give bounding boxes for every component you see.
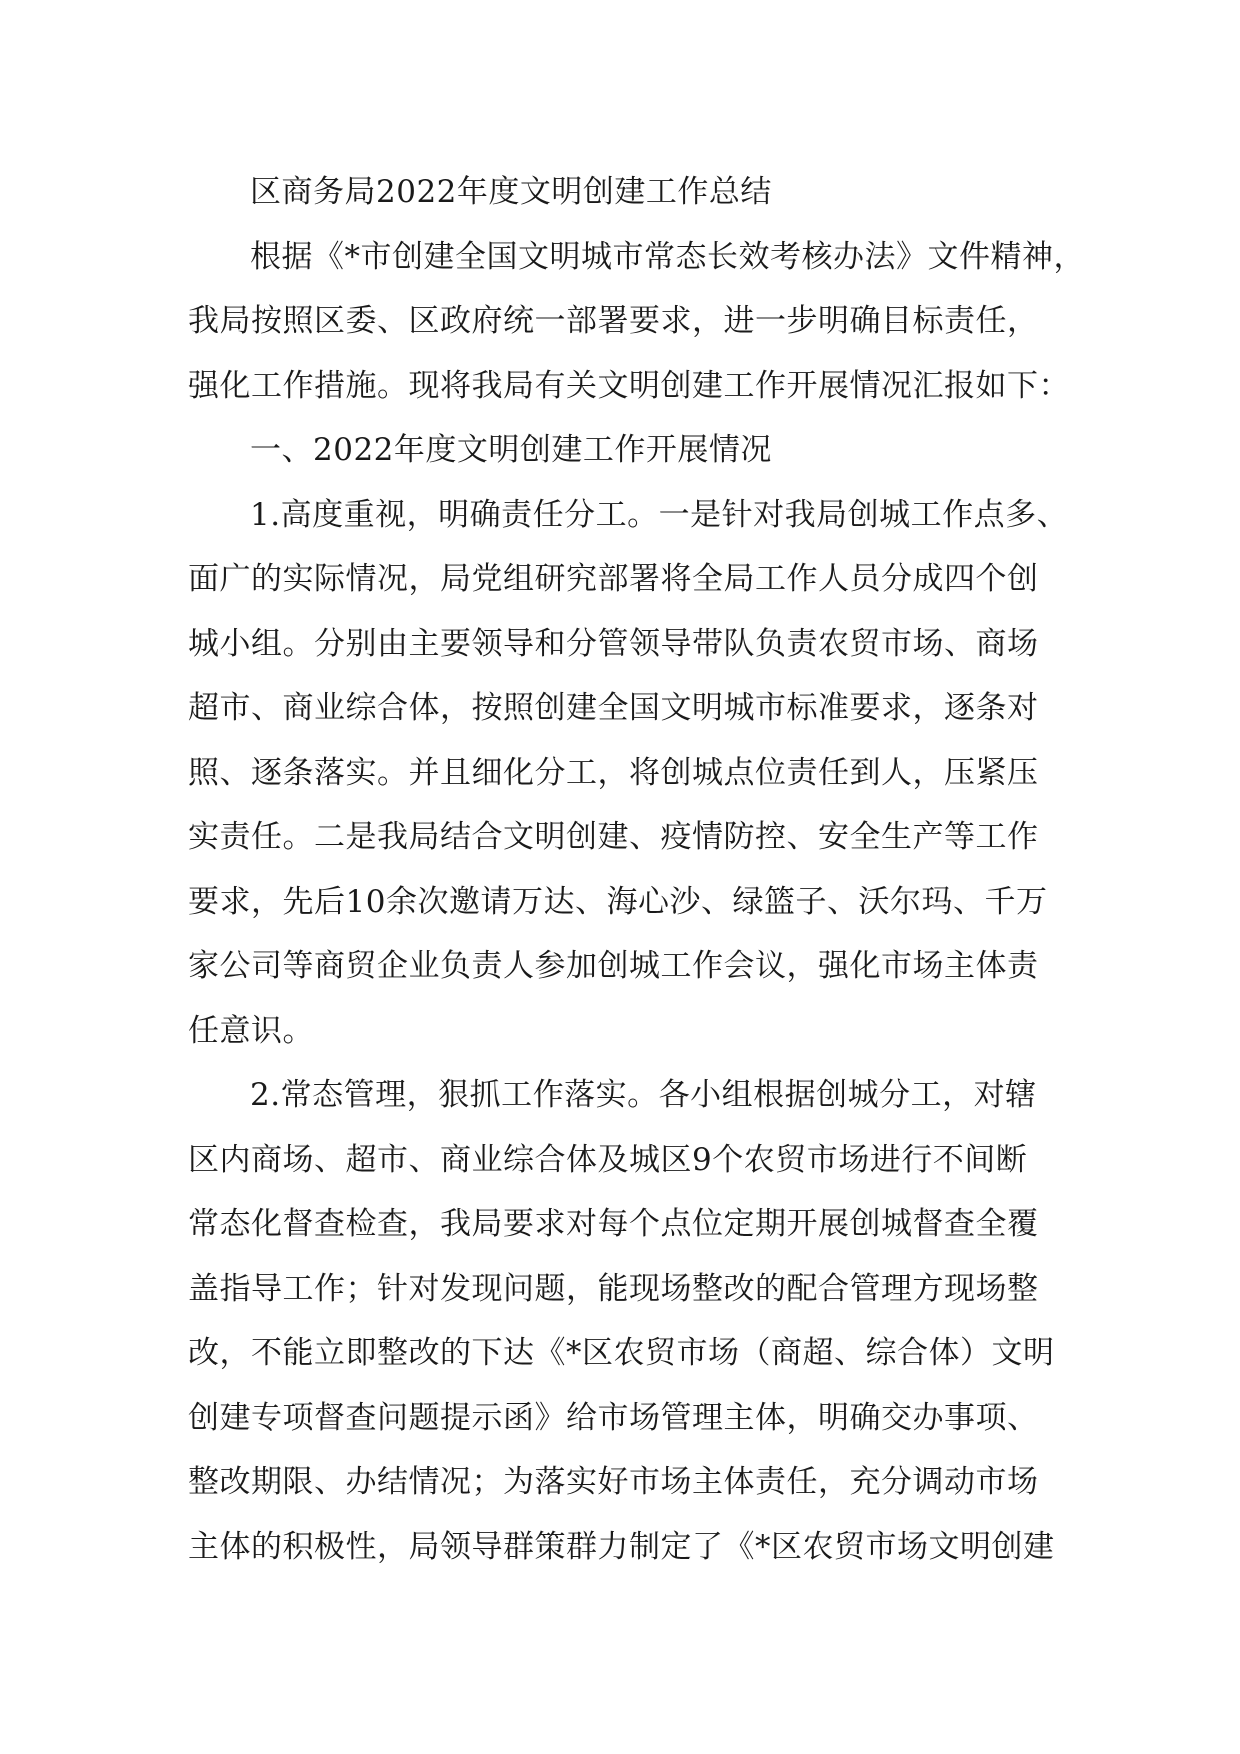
body-line: 面广的实际情况，局党组研究部署将全局工作人员分成四个创 bbox=[188, 561, 1039, 597]
body-line: 实责任。二是我局结合文明创建、疫情防控、安全生产等工作 bbox=[188, 819, 1039, 855]
body-line: 整改期限、办结情况；为落实好市场主体责任，充分调动市场 bbox=[188, 1464, 1039, 1500]
body-line: 主体的积极性，局领导群策群力制定了《*区农贸市场文明创建 bbox=[188, 1528, 1055, 1565]
body-line: 常态化督查检查，我局要求对每个点位定期开展创城督查全覆 bbox=[188, 1206, 1039, 1242]
body-line: 照、逐条落实。并且细化分工，将创城点位责任到人，压紧压 bbox=[188, 754, 1039, 791]
body-line: 要求，先后10余次邀请万达、海心沙、绿篮子、沃尔玛、千万 bbox=[188, 883, 1048, 920]
body-line: 根据《*市创建全国文明城市常态长效考核办法》文件精神， bbox=[250, 238, 1085, 275]
body-line: 城小组。分别由主要领导和分管领导带队负责农贸市场、商场 bbox=[188, 625, 1039, 662]
body-line: 改，不能立即整改的下达《*区农贸市场（商超、综合体）文明 bbox=[188, 1335, 1055, 1371]
body-line: 区内商场、超市、商业综合体及城区9个农贸市场进行不间断 bbox=[188, 1141, 1028, 1178]
body-line: 2.常态管理，狠抓工作落实。各小组根据创城分工，对辖 bbox=[250, 1077, 1037, 1113]
document-page bbox=[188, 160, 1088, 1579]
body-line: 家公司等商贸企业负责人参加创城工作会议，强化市场主体责 bbox=[188, 948, 1039, 984]
body-line: 创建专项督查问题提示函》给市场管理主体，明确交办事项、 bbox=[188, 1399, 1039, 1436]
body-line: 我局按照区委、区政府统一部署要求，进一步明确目标责任， bbox=[188, 303, 1039, 339]
body-line: 强化工作措施。现将我局有关文明创建工作开展情况汇报如下： bbox=[188, 367, 1070, 404]
body-line: 1.高度重视，明确责任分工。一是针对我局创城工作点多、 bbox=[250, 496, 1069, 533]
section-heading: 一、2022年度文明创建工作开展情况 bbox=[250, 432, 772, 468]
body-line: 盖指导工作；针对发现问题，能现场整改的配合管理方现场整 bbox=[188, 1270, 1039, 1307]
body-line: 任意识。 bbox=[188, 1012, 314, 1049]
document-title: 区商务局2022年度文明创建工作总结 bbox=[250, 174, 772, 210]
body-line: 超市、商业综合体，按照创建全国文明城市标准要求，逐条对 bbox=[188, 690, 1039, 726]
